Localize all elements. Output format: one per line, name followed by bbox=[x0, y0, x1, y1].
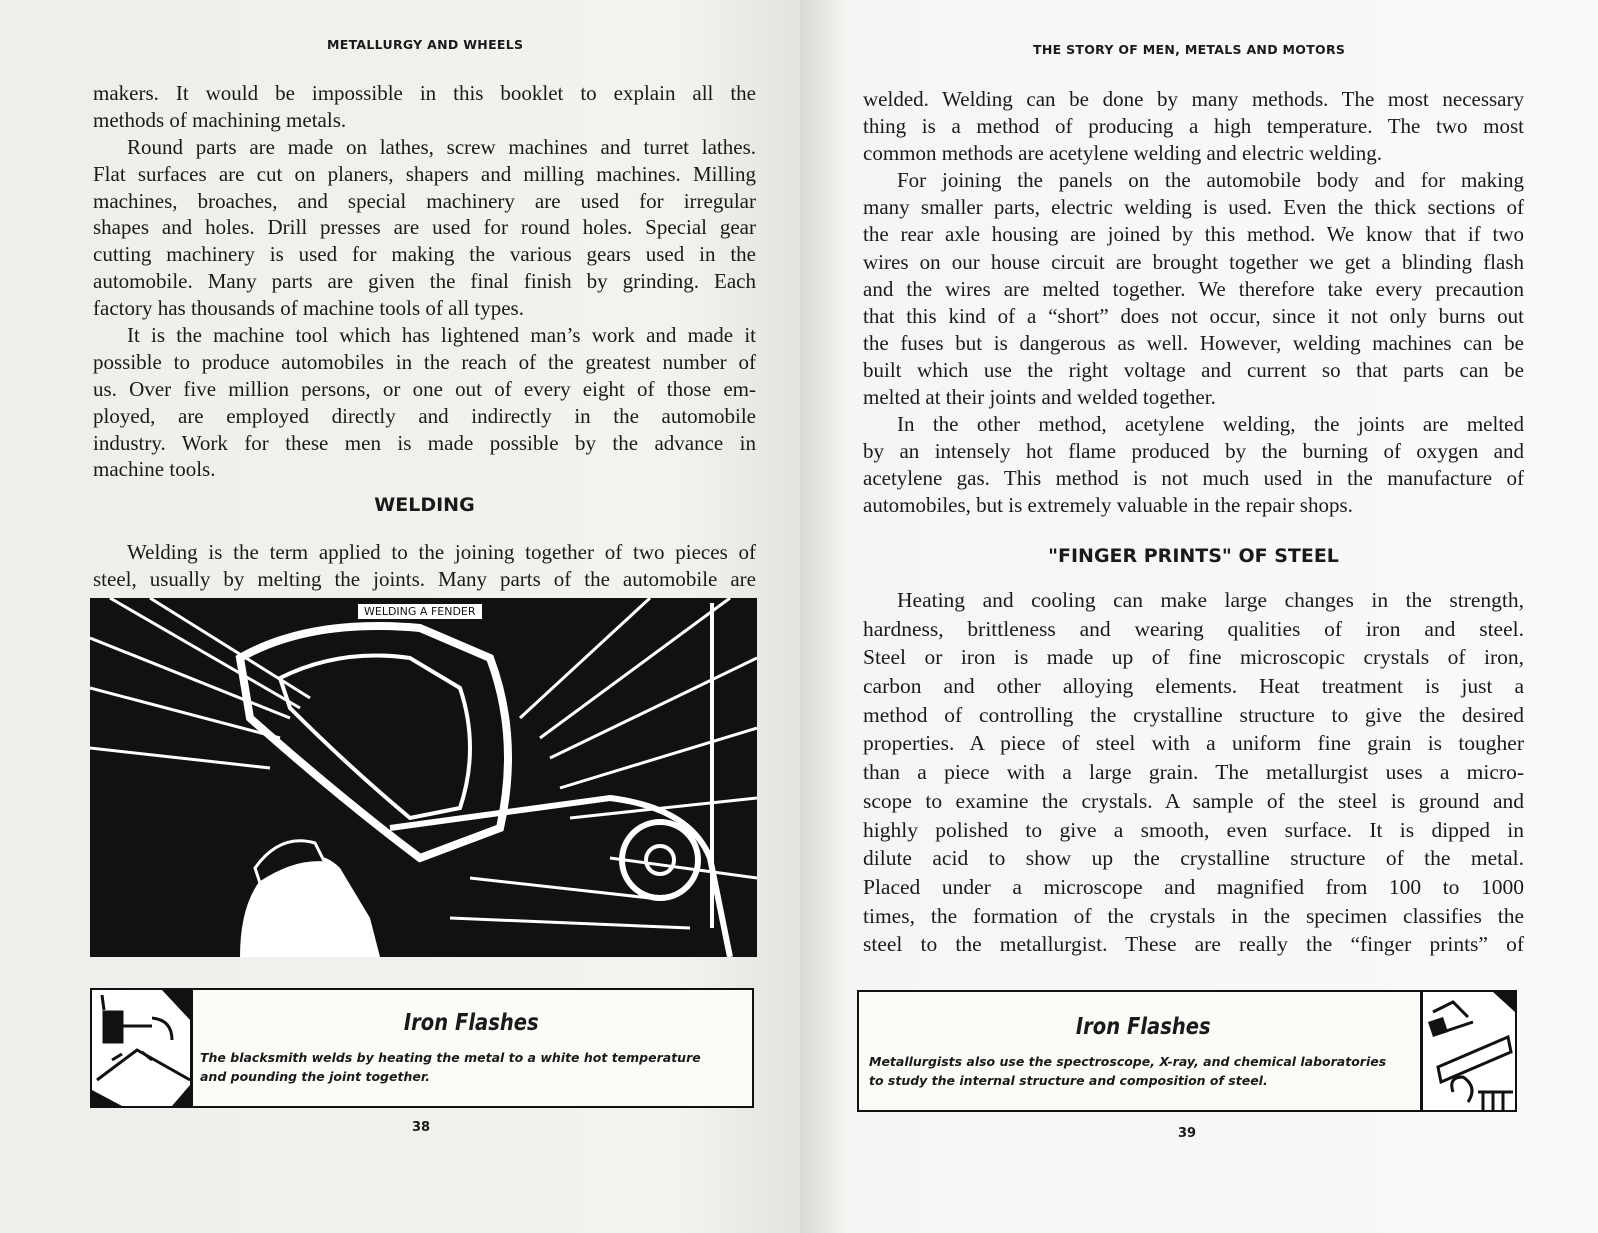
paragraph bbox=[863, 167, 1524, 411]
illustration-caption: WELDING A FENDER bbox=[358, 604, 482, 619]
text-line: acetylene gas. This method is not much used in the manufacture of bbox=[863, 466, 1524, 491]
iron-flashes-line: The blacksmith welds by heating the metal to a white hot temperature bbox=[200, 1050, 701, 1065]
running-head: METALLURGY AND WHEELS bbox=[327, 37, 524, 52]
text-line: us. Over five million persons, or one out of every eight of those em- bbox=[93, 376, 756, 401]
text-line: machines, broaches, and special machinery are used for irregular bbox=[93, 188, 756, 213]
text-line: Welding is the term applied to the joining together of two pieces of bbox=[127, 540, 756, 564]
body-text-2 bbox=[863, 586, 1524, 959]
text-line: Steel or iron is made up of fine microscopic crystals of iron, bbox=[863, 645, 1524, 670]
body-text bbox=[93, 80, 756, 483]
laboratory-instruments-icon bbox=[1420, 992, 1515, 1110]
running-head: THE STORY OF MEN, METALS AND MOTORS bbox=[1033, 42, 1346, 57]
text-line: hardness, brittleness and wearing qualities of iron and steel. bbox=[863, 616, 1524, 641]
page-number: 39 bbox=[1178, 1126, 1197, 1141]
text-line: built which use the right voltage and current so that parts can be bbox=[863, 357, 1524, 382]
text-line: and the wires are melted together. We therefore take every precaution bbox=[863, 276, 1524, 301]
text-line: properties. A piece of steel with a uniform fine grain is tougher bbox=[863, 731, 1524, 756]
text-line: melted at their joints and welded together. bbox=[863, 385, 1216, 410]
text-line: by an intensely hot flame produced by the burning of oxygen and bbox=[863, 439, 1524, 464]
text-line: industry. Work for these men is made possible by the advance in bbox=[93, 430, 756, 455]
text-line: automobiles, but is extremely valuable in the repair shops. bbox=[863, 493, 1353, 518]
page-number: 38 bbox=[412, 1120, 431, 1135]
paragraph bbox=[93, 539, 756, 593]
paragraph bbox=[863, 411, 1524, 519]
text-line: Heating and cooling can make large changes in the strength, bbox=[897, 588, 1524, 612]
text-line: many smaller parts, electric welding is used. Even the thick sections of bbox=[863, 195, 1524, 220]
text-line: that this kind of a “short” does not occur, since it not only burns out bbox=[863, 303, 1524, 328]
text-line: cutting machinery is used for making the various gears used in the bbox=[93, 242, 756, 267]
text-line: the fuses but is dangerous as well. However, welding machines can be bbox=[863, 330, 1524, 355]
text-line: machine tools. bbox=[93, 457, 216, 482]
text-line: makers. It would be impossible in this booklet to explain all the bbox=[93, 81, 756, 105]
body-text-2 bbox=[93, 539, 756, 593]
blacksmith-hammer-icon bbox=[92, 990, 193, 1106]
iron-flashes-title: Iron Flashes bbox=[1075, 1014, 1211, 1040]
section-heading: "FINGER PRINTS" OF STEEL bbox=[1048, 545, 1339, 567]
iron-flashes-title: Iron Flashes bbox=[403, 1010, 539, 1036]
paragraph bbox=[93, 80, 756, 134]
text-line: shapes and holes. Drill presses are used for round holes. Special gear bbox=[93, 215, 756, 240]
welding-fender-drawing bbox=[90, 598, 757, 957]
text-line: steel to the metallurgist. These are really the “finger prints” of bbox=[863, 932, 1524, 957]
text-line: thing is a method of producing a high temperature. The two most bbox=[863, 114, 1524, 139]
text-line: carbon and other alloying elements. Heat treatment is just a bbox=[863, 674, 1524, 699]
text-line: method of controlling the crystalline structure to give the desired bbox=[863, 702, 1524, 727]
paragraph bbox=[863, 586, 1524, 959]
text-line: steel, usually by melting the joints. Many parts of the automobile are bbox=[93, 566, 756, 591]
text-line: It is the machine tool which has lightened man’s work and made it bbox=[127, 323, 756, 348]
text-line: highly polished to give a smooth, even surface. It is dipped in bbox=[863, 817, 1524, 842]
section-heading: WELDING bbox=[374, 494, 475, 516]
text-line: welded. Welding can be done by many methods. The most necessary bbox=[863, 87, 1524, 111]
text-line: automobile. Many parts are given the final finish by grinding. Each bbox=[93, 269, 756, 294]
text-line: possible to produce automobiles in the reach of the greatest number of bbox=[93, 349, 756, 374]
iron-flashes-text bbox=[200, 1048, 701, 1086]
text-line: times, the formation of the crystals in the specimen classifies the bbox=[863, 903, 1524, 928]
text-line: Flat surfaces are cut on planers, shapers and milling machines. Milling bbox=[93, 161, 756, 186]
paragraph bbox=[863, 86, 1524, 167]
text-line: factory has thousands of machine tools of all types. bbox=[93, 296, 524, 321]
text-line: dilute acid to show up the crystalline structure of the metal. bbox=[863, 846, 1524, 871]
welding-illustration bbox=[90, 598, 757, 957]
text-line: Round parts are made on lathes, screw machines and turret lathes. bbox=[127, 134, 756, 159]
iron-flashes-text bbox=[869, 1052, 1386, 1090]
right-page bbox=[800, 0, 1598, 1233]
text-line: For joining the panels on the automobile body and for making bbox=[897, 168, 1524, 193]
text-line: methods of machining metals. bbox=[93, 107, 347, 132]
text-line: wires on our house circuit are brought together we get a blinding flash bbox=[863, 249, 1524, 274]
paragraph bbox=[93, 322, 756, 483]
text-line: Placed under a microscope and magnified from 100 to 1000 bbox=[863, 874, 1524, 899]
iron-flashes-line: to study the internal structure and composition of steel. bbox=[869, 1073, 1268, 1088]
text-line: than a piece with a large grain. The metallurgist uses a micro- bbox=[863, 760, 1524, 785]
text-line: the rear axle housing are joined by this method. We know that if two bbox=[863, 222, 1524, 247]
paragraph bbox=[93, 134, 756, 322]
body-text bbox=[863, 86, 1524, 520]
text-line: common methods are acetylene welding and electric welding. bbox=[863, 141, 1382, 166]
iron-flashes-box bbox=[857, 990, 1517, 1112]
iron-flashes-line: and pounding the joint together. bbox=[200, 1069, 430, 1084]
iron-flashes-box bbox=[90, 988, 754, 1108]
text-line: ployed, are employed directly and indirectly in the automobile bbox=[93, 403, 756, 428]
text-line: scope to examine the crystals. A sample of the steel is ground and bbox=[863, 788, 1524, 813]
text-line: In the other method, acetylene welding, the joints are melted bbox=[897, 412, 1524, 437]
iron-flashes-line: Metallurgists also use the spectroscope, X-ray, and chemical laboratories bbox=[869, 1054, 1387, 1069]
